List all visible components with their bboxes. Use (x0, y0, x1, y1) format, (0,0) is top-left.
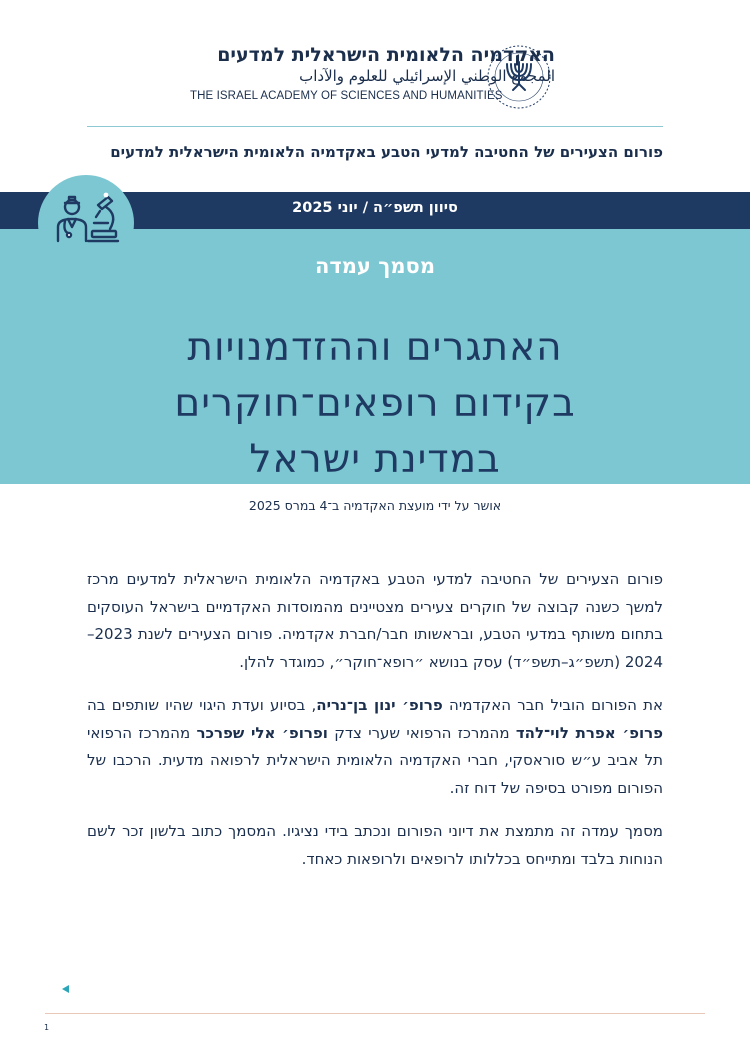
document-title (60, 320, 690, 488)
bold-name: ופרופ׳ אלי שפרכר (196, 723, 328, 742)
title-line-1: האתגרים וההזדמנויות (187, 325, 563, 371)
body-text (87, 566, 663, 889)
banner-icon-badge (38, 175, 134, 271)
publication-date: סיוון תשפ״ה / יוני 2025 (292, 200, 458, 216)
paragraph-leadership (87, 692, 663, 802)
doctor-microscope-icon (38, 175, 134, 271)
text-run: מהמרכז הרפואי תל אביב ע״ש סוראסקי, חברי האקדמיה הלאומית הישראלית לרפואה מדעית. הרכבו של הפורום מפורט בסיפה של דוח זה. (87, 723, 663, 797)
menorah-seal-icon (486, 44, 552, 110)
paragraph-disclaimer: מסמך עמדה זה מתמצת את דיוני הפורום ונכתב בידי נציגיו. המסמך כתוב בלשון זכר לשם הנוחות בלבד ומתייחס בכללותו לרופאים ולרופאות כאחד. (87, 822, 663, 868)
academy-name-english: THE ISRAEL ACADEMY OF SCIENCES AND HUMANITIES (190, 90, 503, 102)
page-number: 1 (44, 1023, 50, 1032)
text-run: , בסיוע ועדת היגוי שהיו שותפים בה (87, 696, 317, 714)
text-run: מהמרכז הרפואי שערי צדק (327, 723, 516, 742)
bold-name: פרופ׳ ינון בן־נריה (316, 696, 443, 714)
footer-divider (45, 1013, 705, 1014)
paragraph-intro: פורום הצעירים של החטיבה למדעי הטבע באקדמיה הלאומית הישראלית למדעים מרכז למשך כשנה קבוצה של חוקרים צעירים מצטיינים מהמוסדות האקדמיים בישראל העוסקים בתחום משותף במדעי הטבע, ובראשותו חבר/חברת אקדמיה. פורום הצעירים לשנת 2023–2024 (תשפ״ג–תשפ״ד) עסק בנושא ״רופא־חוקר״, כמוגדר להלן. (87, 570, 663, 671)
document-type: מסמך עמדה (314, 254, 436, 278)
approval-note: אושר על ידי מועצת האקדמיה ב־4 במרס 2025 (248, 498, 502, 513)
header-divider (87, 126, 663, 127)
academy-name-hebrew: האקדמיה הלאומית הישראלית למדעים (217, 44, 555, 66)
academy-name-arabic: المجمع الوطني الإسرائيلي للعلوم والآداب (299, 67, 555, 85)
bold-name: פרופ׳ אפרת לוי־להד (515, 723, 664, 742)
text-run: את הפורום הוביל חבר האקדמיה (442, 696, 663, 714)
title-line-3: במדינת ישראל (249, 437, 501, 483)
title-line-2: בקידום רופאים־חוקרים (174, 381, 576, 427)
forum-line: פורום הצעירים של החטיבה למדעי הטבע באקדמיה הלאומית הישראלית למדעים (110, 143, 663, 161)
triangle-marker-icon (62, 985, 69, 993)
